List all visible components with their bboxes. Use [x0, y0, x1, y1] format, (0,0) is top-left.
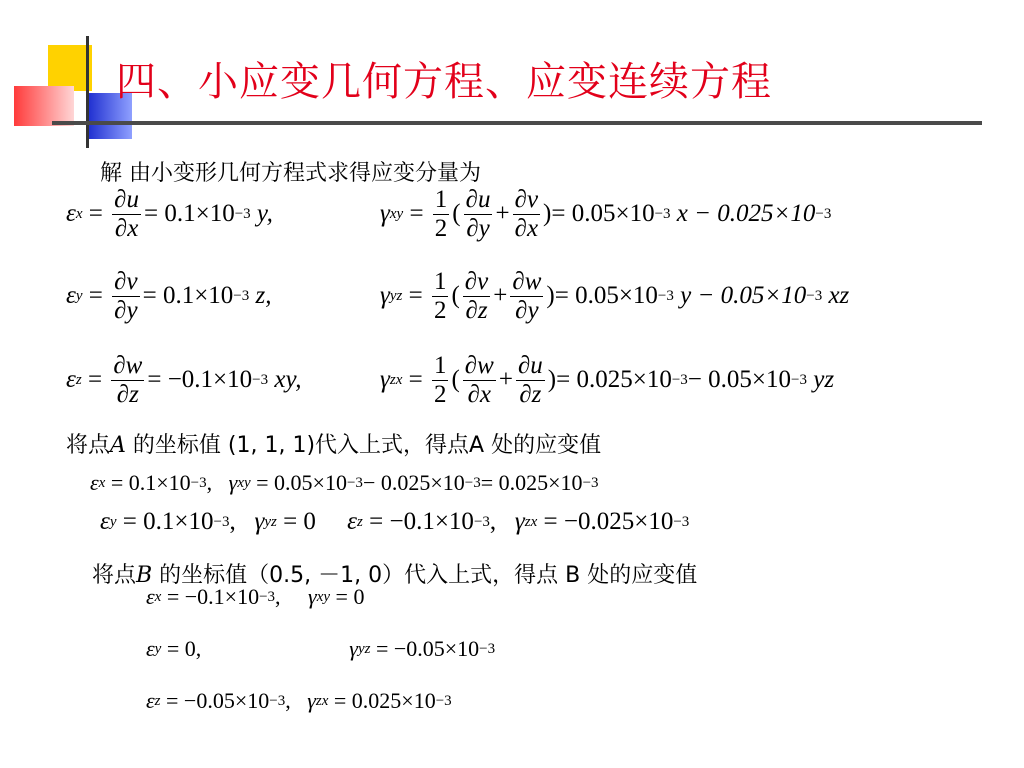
- point-a-row-2: ε y = 0.1×10 −3 , γ yz = 0 ε z = −0.1×10 −3 , γ zx = −0.025×10 −3: [100, 508, 690, 535]
- strain-eq-x: ε x = $\frac{\partial u}{\partial x}$ = 0.1×10 −3 y,: [66, 186, 273, 242]
- point-a-row-1: ε x = 0.1×10 −3 , γ xy = 0.05×10 −3 − 0.025×10 −3 = 0.025×10 −3: [90, 470, 599, 495]
- shear-eq-xy: γ xy = $\frac{1}{2}$ ( $\frac{\partial u}{\partial y}$ + $\frac{\partial v}{\partial x}$ ) = 0.05×10 −3 x − 0.025×10 −3: [380, 186, 832, 242]
- shear-eq-yz: γ yz = $\frac{1}{2}$ ( $\frac{\partial v}{\partial z}$ + $\frac{\partial w}{\partial y}$ ) = 0.05×10 −3 y − 0.05×10 −3 xz: [380, 268, 850, 324]
- point-b-row-2: ε y = 0, γ yz = −0.05×10 −3: [146, 636, 496, 661]
- solution-intro: 解 由小变形几何方程式求得应变分量为: [100, 161, 481, 186]
- partial-fraction: $\frac{\partial u}{\partial x}$: [114, 186, 139, 242]
- strain-eq-z: ε z = $\frac{\partial w}{\partial z}$ = −0.1×10 −3 xy,: [66, 352, 302, 408]
- shear-eq-zx: γ zx = $\frac{1}{2}$ ( $\frac{\partial w}{\partial x}$ + $\frac{\partial u}{\partial z}$ ) = 0.025×10 −3 − 0.05×10 −3 yz: [380, 352, 835, 408]
- deco-vertical-rule: [86, 36, 89, 148]
- strain-eq-y: ε y = $\frac{\partial v}{\partial y}$ = 0.1×10 −3 z,: [66, 268, 272, 324]
- deco-red-square: [14, 86, 74, 126]
- point-b-row-1: ε x = −0.1×10 −3 , γ xy = 0: [146, 584, 365, 609]
- point-b-row-3: ε z = −0.05×10 −3 , γ zx = 0.025×10 −3: [146, 688, 452, 713]
- point-a-sentence: 将点A 的坐标值 (1, 1, 1)代入上式，得点A 处的应变值: [66, 433, 602, 458]
- page-title: 四、小应变几何方程、应变连续方程: [116, 59, 772, 105]
- partial-fraction: $\frac{\partial v}{\partial y}$: [114, 268, 138, 324]
- partial-fraction: $\frac{\partial w}{\partial z}$: [113, 352, 143, 408]
- title-underline: [52, 121, 982, 125]
- point-b-sentence: 将点B 的坐标值（0.5, －1, 0）代入上式，得点 B 处的应变值: [92, 563, 698, 588]
